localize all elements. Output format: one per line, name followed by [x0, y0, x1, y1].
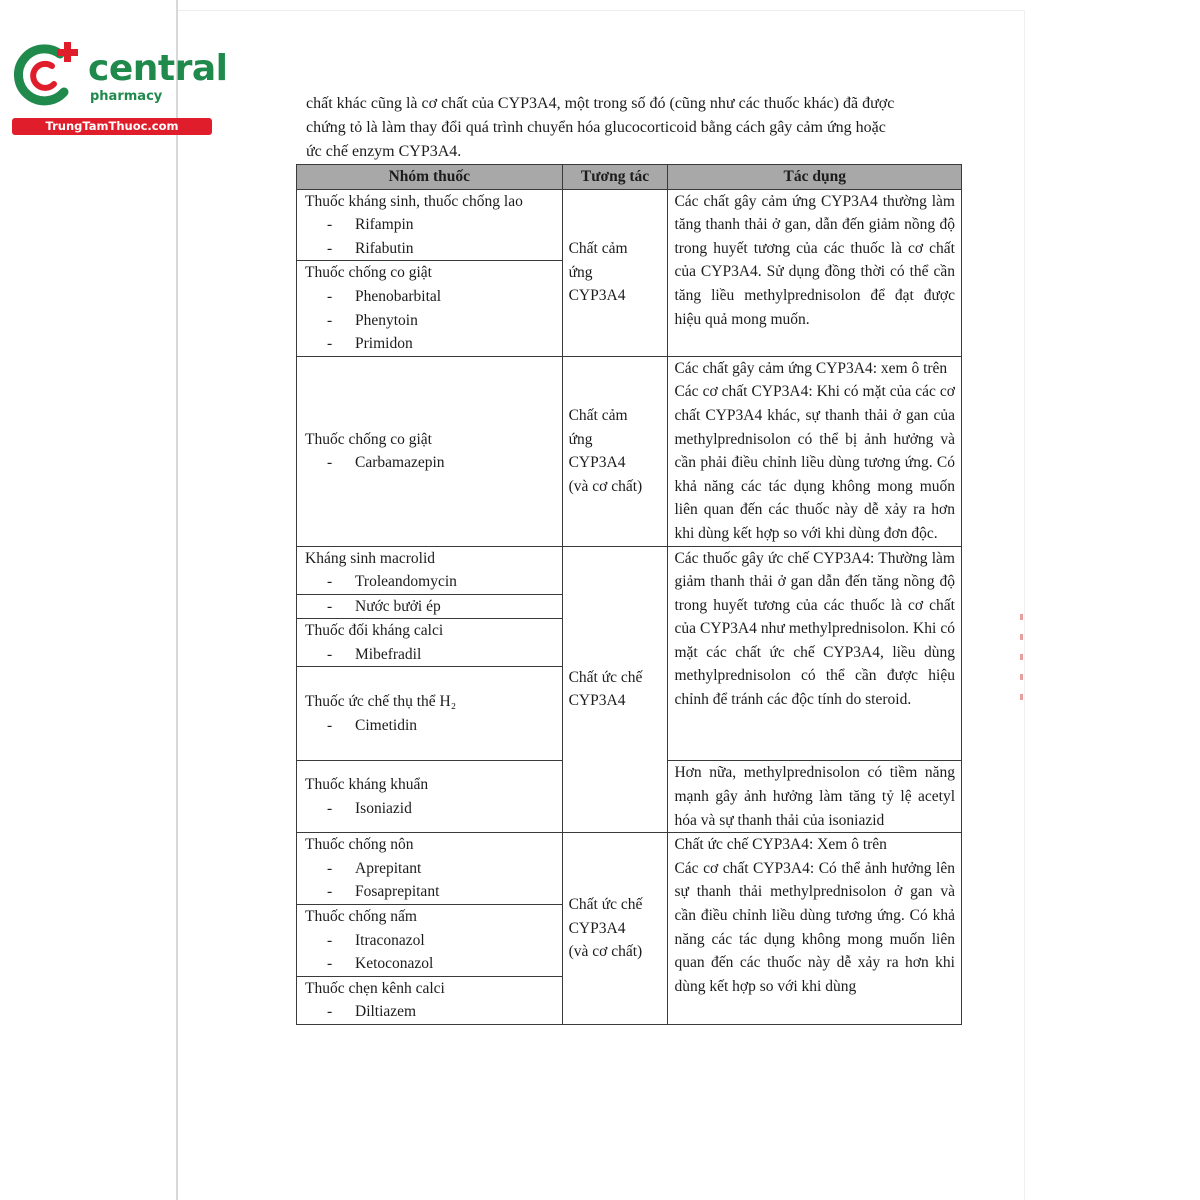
drug-group-cell	[297, 667, 563, 761]
central-pharmacy-logo	[8, 36, 228, 136]
interaction-text: Chất ức chế	[568, 668, 643, 686]
table-row	[297, 833, 962, 905]
interaction-text: Chất cảm	[568, 240, 628, 258]
effect-text: Các cơ chất CYP3A4: Khi có mặt của các cơ chất CYP3A4 khác, sự thanh thải ở gan của methylprednisolon có thể bị ảnh hưởng và cần phải điều chỉnh liều dùng tương ứng. Có khả năng các tác dụng không mong muốn liên quan đến các thuốc này dễ xảy ra hơn khi dùng kết hợp so với khi dùng đơn độc.	[674, 383, 955, 542]
interaction-cell	[562, 546, 668, 833]
drug-item: - Troleandomycin	[303, 570, 556, 594]
interaction-text: Chất cảm	[568, 406, 628, 424]
drug-item: - Mibefradil	[303, 643, 556, 667]
drug-group-cell	[297, 546, 563, 594]
interaction-cell	[562, 189, 668, 356]
margin-stamp-marks	[1016, 600, 1028, 750]
effect-cell: Các thuốc gây ức chế CYP3A4: Thường làm giảm thanh thải ở gan dẫn đến tăng nồng độ trong huyết tương của các thuốc là cơ chất của CYP3A4 như methylprednisolon. Khi có mặt các chất ức chế CYP3A4, liều dùng methylprednisolon có thể cần được hiệu chỉnh để tránh các độc tính do steroid.	[668, 546, 962, 761]
effect-text: Các cơ chất CYP3A4: Có thể ảnh hưởng lên sự thanh thải methylprednisolon ở gan và cần điều chỉnh liều dùng tương ứng. Có khả năng các tác dụng không mong muốn liên quan đến các thuốc này dễ xảy ra hơn khi dùng kết hợp so với khi dùng	[674, 859, 955, 995]
drug-item: - Phenytoin	[303, 309, 556, 333]
header-drug-group: Nhóm thuốc	[297, 165, 563, 190]
effect-cell	[668, 833, 962, 1025]
interaction-text: ứng	[568, 430, 593, 448]
group-name: Thuốc chống co giật	[305, 430, 432, 448]
logo-subtitle: pharmacy	[90, 89, 163, 104]
drug-group-cell	[297, 594, 563, 619]
group-name: Thuốc chống nôn	[305, 836, 414, 854]
intro-line: chất khác cũng là cơ chất của CYP3A4, một trong số đó (cũng như các thuốc khác) đã được	[306, 95, 895, 112]
group-name: Thuốc chống co giật	[305, 264, 432, 282]
group-name: Thuốc kháng sinh, thuốc chống lao	[305, 192, 523, 210]
page-top-edge	[178, 10, 1024, 11]
effect-cell: Hơn nữa, methylprednisolon có tiềm năng mạnh gây ảnh hưởng làm tăng tỷ lệ acetyl hóa và sự thanh thải của isoniazid	[668, 761, 962, 833]
drug-item: - Fosaprepitant	[303, 880, 556, 904]
group-name: Kháng sinh macrolid	[305, 549, 436, 567]
table-row	[297, 189, 962, 261]
drug-group-cell	[297, 833, 563, 905]
drug-item: - Primidon	[303, 332, 556, 356]
drug-group-cell	[297, 761, 563, 833]
interaction-cell	[562, 356, 668, 546]
table-header-row	[297, 165, 962, 190]
intro-line: chứng tỏ là làm thay đổi quá trình chuyển hóa glucocorticoid bằng cách gây cảm ứng hoặc	[306, 119, 886, 136]
table-row	[297, 546, 962, 594]
interaction-text: (và cơ chất)	[568, 477, 643, 495]
logo-name: central	[88, 48, 228, 89]
drug-group-cell	[297, 619, 563, 667]
drug-item: - Nước bưởi ép	[303, 595, 556, 619]
effect-cell: Các chất gây cảm ứng CYP3A4 thường làm tăng thanh thải ở gan, dẫn đến giảm nồng độ trong huyết tương của các thuốc là cơ chất của CYP3A4. Sử dụng đồng thời có thể cần tăng liều methylprednisolon để đạt được hiệu quả mong muốn.	[668, 189, 962, 356]
header-interaction: Tương tác	[562, 165, 668, 190]
table-row	[297, 356, 962, 546]
interaction-cell	[562, 833, 668, 1025]
effect-cell	[668, 356, 962, 546]
drug-item: - Phenobarbital	[303, 285, 556, 309]
group-name: Thuốc kháng khuẩn	[305, 776, 429, 794]
interaction-text: CYP3A4	[568, 454, 626, 472]
intro-line: ức chế enzym CYP3A4.	[306, 143, 462, 160]
drug-group-cell	[297, 976, 563, 1024]
drug-item: - Aprepitant	[303, 857, 556, 881]
drug-interaction-table	[296, 164, 962, 1025]
interaction-text: CYP3A4	[568, 692, 626, 710]
drug-item: - Rifampin	[303, 213, 556, 237]
interaction-text: ứng	[568, 263, 593, 281]
interaction-text: Chất ức chế	[568, 896, 643, 914]
group-name: Thuốc chẹn kênh calci	[305, 979, 445, 997]
logo-url-banner: TrungTamThuoc.com	[12, 118, 212, 135]
group-name: Thuốc đối kháng calci	[305, 622, 444, 640]
drug-item: - Cimetidin	[303, 714, 556, 738]
effect-text: Các chất gây cảm ứng CYP3A4: xem ô trên	[674, 359, 948, 377]
group-name: Thuốc ức chế thụ thể H₂	[305, 693, 457, 711]
drug-item: - Carbamazepin	[303, 451, 556, 475]
drug-item: - Isoniazid	[303, 797, 556, 821]
interaction-text: CYP3A4	[568, 919, 626, 937]
interaction-text: (và cơ chất)	[568, 943, 643, 961]
group-name: Thuốc chống nấm	[305, 908, 417, 926]
header-effect: Tác dụng	[668, 165, 962, 190]
drug-item: - Diltiazem	[303, 1000, 556, 1024]
drug-group-cell	[297, 356, 563, 546]
intro-paragraph	[306, 92, 946, 164]
drug-item: - Itraconazol	[303, 929, 556, 953]
effect-text: Chất ức chế CYP3A4: Xem ô trên	[674, 836, 887, 854]
drug-group-cell	[297, 261, 563, 356]
drug-group-cell	[297, 905, 563, 977]
drug-group-cell	[297, 189, 563, 261]
drug-item: - Rifabutin	[303, 237, 556, 261]
logo-mark-icon	[8, 36, 88, 116]
interaction-line	[569, 237, 662, 261]
drug-item: - Ketoconazol	[303, 952, 556, 976]
page-left-edge	[176, 0, 178, 1200]
interaction-text: CYP3A4	[568, 287, 626, 305]
